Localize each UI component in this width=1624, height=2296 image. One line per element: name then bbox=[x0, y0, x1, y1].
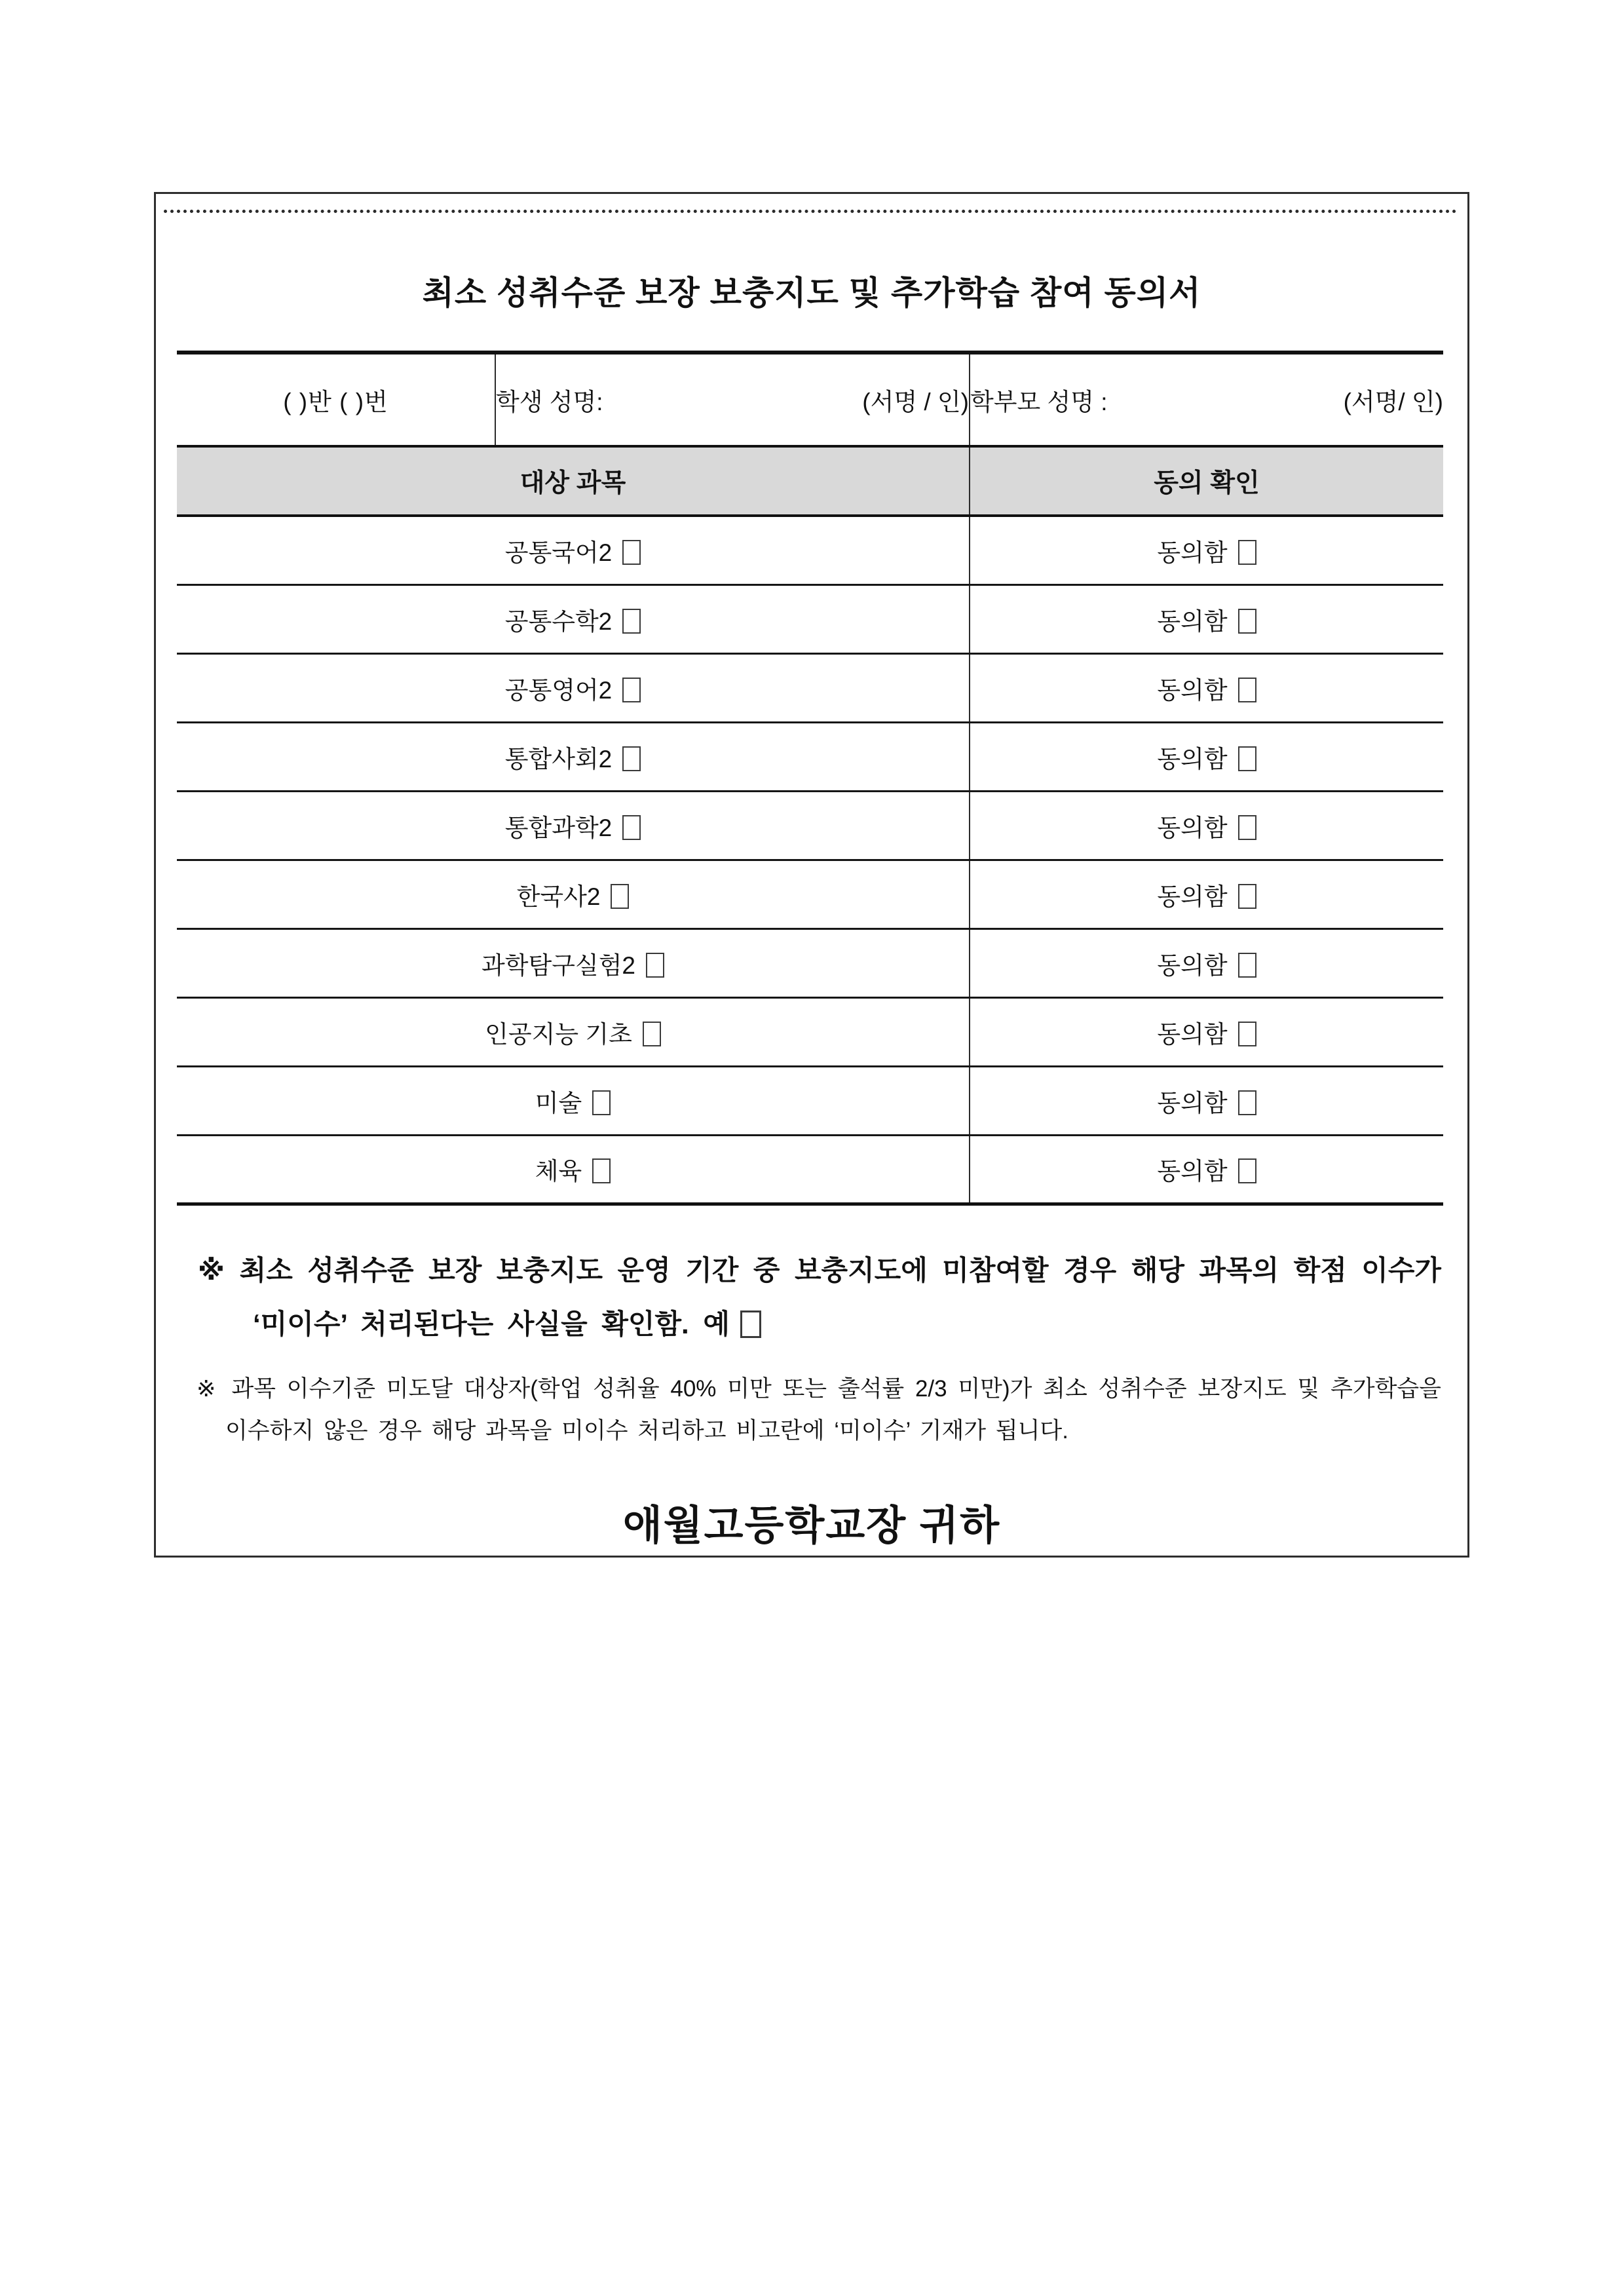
consent-checkbox[interactable] bbox=[1238, 953, 1256, 978]
note-marker: ※ bbox=[197, 1375, 217, 1402]
subject-cell bbox=[177, 1135, 970, 1204]
subject-label: 공통영어2 bbox=[504, 676, 613, 704]
note-secondary-text: 과목 이수기준 미도달 대상자(학업 성취율 40% 미만 또는 출석률 2/3 미만)가 최소 성취수준 보장지도 및 추가학습을 이수하지 않은 경우 해당 과목을 미이수 처리하고 비고란에 ‘미이수’ 기재가 됩니다. bbox=[225, 1375, 1441, 1444]
consent-table bbox=[177, 351, 1443, 1206]
page-title: 최소 성취수준 보장 보충지도 및 추가학습 참여 동의서 bbox=[422, 275, 1201, 311]
consent-cell bbox=[970, 653, 1443, 722]
table-row bbox=[177, 860, 1443, 928]
subject-label: 미술 bbox=[535, 1089, 582, 1117]
parent-name-cell[interactable] bbox=[970, 353, 1443, 446]
subject-label: 공통수학2 bbox=[504, 607, 613, 635]
subject-checkbox[interactable] bbox=[611, 884, 629, 909]
subject-cell bbox=[177, 1066, 970, 1135]
student-name-label: 학생 성명: bbox=[496, 389, 603, 415]
subject-checkbox[interactable] bbox=[622, 540, 641, 565]
consent-label: 동의함 bbox=[1157, 951, 1228, 979]
recipient-line: 애월고등학교장 귀하 bbox=[622, 1502, 1001, 1548]
subject-checkbox[interactable] bbox=[622, 609, 641, 634]
consent-cell bbox=[970, 722, 1443, 791]
subject-cell bbox=[177, 997, 970, 1066]
consent-checkbox[interactable] bbox=[1238, 678, 1256, 702]
consent-label: 동의함 bbox=[1157, 745, 1228, 773]
parent-sign-hint: (서명/ 인) bbox=[1343, 389, 1443, 415]
subject-cell bbox=[177, 791, 970, 860]
consent-checkbox[interactable] bbox=[1238, 1158, 1256, 1183]
student-name-cell[interactable] bbox=[495, 353, 970, 446]
table-row bbox=[177, 791, 1443, 860]
consent-cell bbox=[970, 1135, 1443, 1204]
subject-label: 한국사2 bbox=[516, 883, 601, 910]
consent-form bbox=[154, 192, 1469, 1558]
consent-label: 동의함 bbox=[1157, 539, 1228, 566]
subject-cell bbox=[177, 653, 970, 722]
consent-cell bbox=[970, 860, 1443, 928]
subject-checkbox[interactable] bbox=[622, 678, 641, 702]
subject-checkbox[interactable] bbox=[592, 1158, 611, 1183]
consent-cell bbox=[970, 584, 1443, 653]
subject-checkbox[interactable] bbox=[643, 1022, 661, 1046]
consent-cell bbox=[970, 516, 1443, 584]
table-row bbox=[177, 653, 1443, 722]
header-subject: 대상 과목 bbox=[177, 446, 970, 516]
table-row bbox=[177, 516, 1443, 584]
table-row bbox=[177, 997, 1443, 1066]
subject-checkbox[interactable] bbox=[622, 815, 641, 840]
note-marker: ※ bbox=[198, 1254, 225, 1286]
consent-label: 동의함 bbox=[1157, 1020, 1228, 1048]
table-row bbox=[177, 1135, 1443, 1204]
dotted-divider bbox=[164, 210, 1457, 213]
consent-checkbox[interactable] bbox=[1238, 815, 1256, 840]
consent-label: 동의함 bbox=[1157, 1089, 1228, 1117]
subject-cell bbox=[177, 860, 970, 928]
consent-label: 동의함 bbox=[1157, 1158, 1228, 1185]
subject-label: 통합과학2 bbox=[504, 814, 613, 841]
consent-label: 동의함 bbox=[1157, 676, 1228, 704]
subject-label: 인공지능 기초 bbox=[485, 1020, 632, 1048]
note-secondary bbox=[182, 1368, 1441, 1452]
yes-checkbox[interactable] bbox=[740, 1311, 761, 1338]
consent-checkbox[interactable] bbox=[1238, 884, 1256, 909]
subject-label: 통합사회2 bbox=[504, 745, 613, 773]
table-header-row bbox=[177, 446, 1443, 516]
student-sign-hint: (서명 / 인) bbox=[862, 389, 969, 415]
note-primary bbox=[182, 1244, 1441, 1351]
consent-label: 동의함 bbox=[1157, 883, 1228, 910]
subject-checkbox[interactable] bbox=[592, 1090, 611, 1115]
parent-name-label: 학부모 성명 : bbox=[970, 389, 1108, 415]
consent-label: 동의함 bbox=[1157, 814, 1228, 841]
consent-cell bbox=[970, 791, 1443, 860]
consent-checkbox[interactable] bbox=[1238, 1022, 1256, 1046]
consent-cell bbox=[970, 997, 1443, 1066]
consent-checkbox[interactable] bbox=[1238, 540, 1256, 565]
subject-cell bbox=[177, 516, 970, 584]
subject-label: 체육 bbox=[535, 1158, 582, 1185]
subject-label: 과학탐구실험2 bbox=[481, 951, 636, 979]
consent-cell bbox=[970, 1066, 1443, 1135]
subject-cell bbox=[177, 928, 970, 997]
consent-checkbox[interactable] bbox=[1238, 1090, 1256, 1115]
note-primary-text: 최소 성취수준 보장 보충지도 운영 기간 중 보충지도에 미참여할 경우 해당 과목의 학점 이수가 ‘미이수’ 처리된다는 사실을 확인함. 예 bbox=[239, 1254, 1441, 1339]
consent-checkbox[interactable] bbox=[1238, 609, 1256, 634]
subject-cell bbox=[177, 584, 970, 653]
subject-checkbox[interactable] bbox=[622, 746, 641, 771]
class-number-cell[interactable]: ( )반 ( )번 bbox=[177, 353, 495, 446]
info-row bbox=[177, 353, 1443, 446]
subject-cell bbox=[177, 722, 970, 791]
table-row bbox=[177, 722, 1443, 791]
table-row bbox=[177, 928, 1443, 997]
consent-label: 동의함 bbox=[1157, 607, 1228, 635]
table-row bbox=[177, 584, 1443, 653]
table-row bbox=[177, 1066, 1443, 1135]
notes-section bbox=[182, 1244, 1441, 1452]
header-consent: 동의 확인 bbox=[970, 446, 1443, 516]
subject-checkbox[interactable] bbox=[646, 953, 664, 978]
subject-label: 공통국어2 bbox=[504, 539, 613, 566]
consent-checkbox[interactable] bbox=[1238, 746, 1256, 771]
consent-cell bbox=[970, 928, 1443, 997]
